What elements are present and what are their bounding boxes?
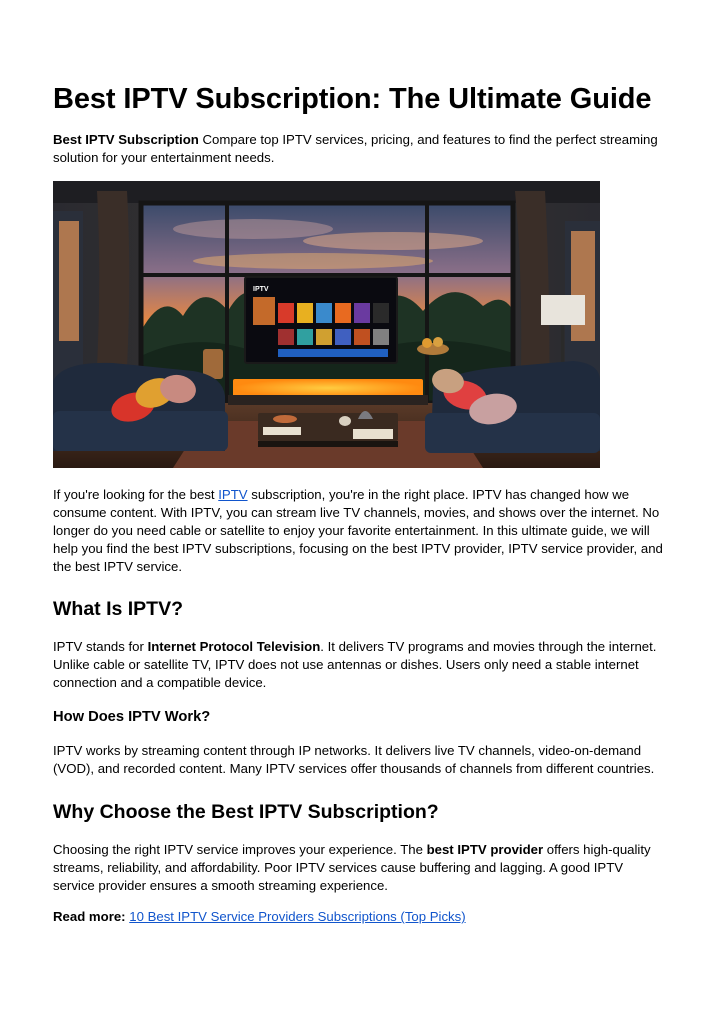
tv-brand-text: IPTV bbox=[253, 286, 269, 293]
intro-bold: Best IPTV Subscription bbox=[53, 132, 199, 147]
paragraph-what-is-iptv bbox=[53, 638, 667, 692]
why-after: offers high-quality streams, reliability, and affordability. Poor IPTV services cause buffering and lagging. A good IPTV service provider ensures a smooth streaming experience. bbox=[53, 842, 651, 893]
heading-what-is-iptv: What Is IPTV? bbox=[53, 598, 184, 620]
para1-after: subscription, you're in the right place. IPTV has changed how we consume content. With IPTV, you can stream live TV channels, movies, and shows over the internet. No longer do you need cable or satellite to enjoy your favorite entertainment. In this ultimate guide, we will help you find the best IPTV subscriptions, focusing on the best IPTV provider, IPTV service provider, and the best IPTV service. bbox=[53, 487, 663, 574]
intro-text: Compare top IPTV services, pricing, and features to find the perfect streaming solution for your entertainment needs. bbox=[53, 132, 658, 165]
why-before: Choosing the right IPTV service improves your experience. The bbox=[53, 842, 427, 857]
iptv-link[interactable]: IPTV bbox=[218, 487, 248, 502]
hero-illustration bbox=[53, 181, 600, 468]
heading-how-does-iptv-work: How Does IPTV Work? bbox=[53, 709, 211, 725]
read-more-label: Read more: bbox=[53, 909, 126, 924]
read-more-line bbox=[53, 908, 667, 926]
paragraph-intro-iptv bbox=[53, 486, 667, 576]
para1-before: If you're looking for the best bbox=[53, 487, 219, 502]
paragraph-why-choose bbox=[53, 841, 667, 895]
why-bold: best IPTV provider bbox=[426, 842, 544, 857]
page-title: Best IPTV Subscription: The Ultimate Guide bbox=[53, 83, 652, 115]
hero-image-living-room-tv bbox=[53, 181, 600, 468]
paragraph-how-iptv-works: IPTV works by streaming content through IP networks. It delivers live TV channels, video-on-demand (VOD), and recorded content. Many IPTV services offer thousands of channels from different countries. bbox=[53, 743, 655, 776]
what-before: IPTV stands for bbox=[53, 639, 148, 654]
heading-why-choose: Why Choose the Best IPTV Subscription? bbox=[53, 801, 439, 823]
read-more-link[interactable]: 10 Best IPTV Service Providers Subscriptions (Top Picks) bbox=[129, 909, 466, 924]
what-after: . It delivers TV programs and movies through the internet. Unlike cable or satellite TV, IPTV does not use antennas or dishes. Users only need a stable internet connection and a compatible device. bbox=[53, 639, 657, 690]
what-bold: Internet Protocol Television bbox=[147, 639, 321, 654]
intro-paragraph bbox=[53, 131, 667, 167]
